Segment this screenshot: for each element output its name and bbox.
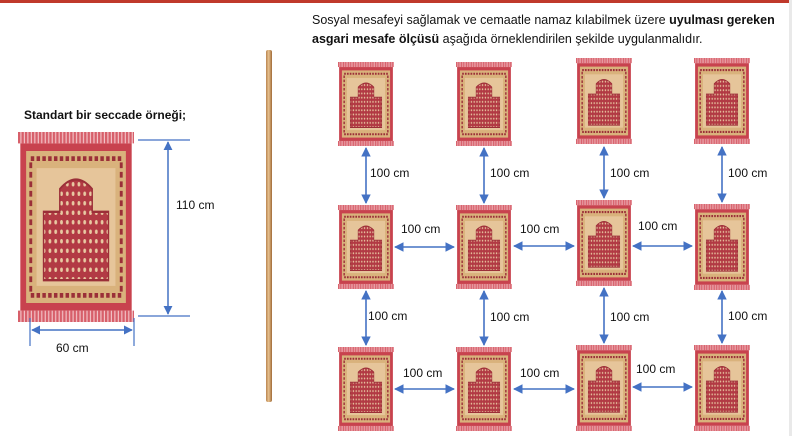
rug-r1c1 — [338, 62, 394, 146]
gap-label-h31: 100 cm — [403, 366, 443, 380]
left-title: Standart bir seccade örneği; — [24, 108, 187, 122]
caption-text: Sosyal mesafeyi sağlamak ve cemaatle namaz kılabilmek üzere uyulması gereken asgari mesafe ölçüsü aşağıda örneklendirilen şekilde uygulanmalıdır. — [312, 13, 775, 46]
rug-r1c3 — [576, 58, 632, 144]
gap-label-h23: 100 cm — [638, 219, 678, 233]
height-label: 110 cm — [176, 198, 215, 212]
gap-label-h22: 100 cm — [520, 222, 560, 236]
gap-label-v21: 100 cm — [368, 309, 408, 323]
gap-label-h21: 100 cm — [401, 222, 441, 236]
gap-label-v13: 100 cm — [610, 166, 650, 180]
gap-label-h33: 100 cm — [636, 362, 676, 376]
rug-r2c4 — [694, 204, 750, 290]
standard-rug-image — [18, 132, 134, 322]
rug-r3c4 — [694, 345, 750, 431]
width-label: 60 cm — [56, 341, 89, 355]
rug-r3c2 — [456, 347, 512, 431]
rug-r3c3 — [576, 345, 632, 431]
gap-label-v23: 100 cm — [610, 310, 650, 324]
rug-r2c2 — [456, 205, 512, 289]
gap-label-v22: 100 cm — [490, 310, 530, 324]
rug-r3c1 — [338, 347, 394, 431]
gap-label-v12: 100 cm — [490, 166, 530, 180]
height-dimension — [138, 140, 190, 316]
gap-label-v14: 100 cm — [728, 166, 768, 180]
caption-bold: uyulması gereken asgari mesafe ölçüsü — [312, 13, 775, 46]
gap-label-v11: 100 cm — [370, 166, 410, 180]
gap-label-v24: 100 cm — [728, 309, 768, 323]
rug-r2c1 — [338, 205, 394, 289]
rug-r2c3 — [576, 200, 632, 286]
gap-label-h32: 100 cm — [520, 366, 560, 380]
rug-r1c2 — [456, 62, 512, 146]
rug-r1c4 — [694, 58, 750, 144]
